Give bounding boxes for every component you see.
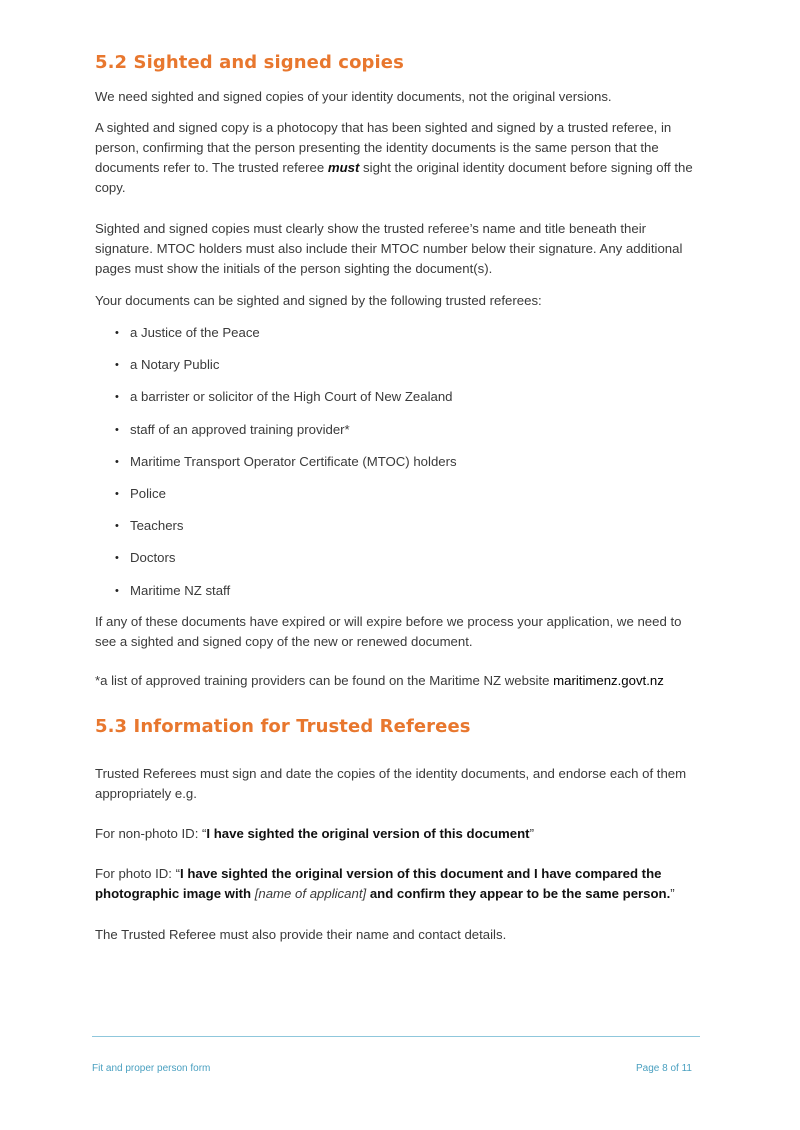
signature-requirements: Sighted and signed copies must clearly show the trusted referee’s name and title beneath their signature. MTOC holders must also include their MTOC number below their signature. Any additional pages must show the initials of the person sighting the document(s). — [95, 221, 683, 276]
referee-label: Maritime Transport Operator Certificate (MTOC) holders — [130, 453, 457, 469]
list-item — [95, 420, 705, 452]
applicant-name-placeholder: [name of applicant] — [254, 885, 367, 901]
bullet-icon: • — [115, 455, 119, 468]
referee-label: Maritime NZ staff — [130, 582, 231, 598]
maritimenz-link[interactable]: maritimenz.govt.nz — [553, 672, 664, 688]
list-item — [95, 387, 705, 419]
photo-label: For photo ID: “ — [95, 865, 181, 881]
bullet-icon: • — [115, 327, 119, 339]
bullet-icon: • — [115, 487, 119, 500]
bullet-icon: • — [115, 359, 119, 372]
list-item — [95, 484, 705, 516]
emphasis-must: must — [327, 160, 360, 175]
contact-details-note: The Trusted Referee must also provide their name and contact details. — [95, 926, 507, 942]
section-5-3-heading: 5.3 Information for Trusted Referees — [95, 715, 471, 737]
referee-instructions: Trusted Referees must sign and date the copies of the identity documents, and endorse each of them appropriately e.g. — [95, 765, 687, 801]
footer-divider — [92, 1036, 700, 1037]
bullet-icon: • — [115, 552, 119, 565]
photo-quote-b: and confirm they appear to be the same person. — [366, 885, 671, 901]
page-number: Page 8 of 11 — [636, 1063, 692, 1074]
list-item — [95, 516, 705, 548]
referee-label: a barrister or solicitor of the High Court of New Zealand — [130, 389, 453, 405]
definition-text-a: A sighted and signed copy is a photocopy that has been sighted and signed by a trusted referee, in person, confirming that the person presenting the identity documents is the same person that the documents refer to. The trusted referee — [95, 120, 672, 175]
section-5-2-heading: 5.2 Sighted and signed copies — [95, 52, 404, 73]
referee-list — [95, 323, 705, 613]
bullet-icon: • — [115, 391, 119, 404]
bullet-icon: • — [115, 584, 119, 597]
referee-label: a Justice of the Peace — [130, 325, 260, 340]
bullet-icon: • — [115, 423, 119, 436]
list-item — [95, 581, 705, 613]
list-item — [95, 355, 705, 387]
non-photo-close: ” — [529, 825, 534, 841]
photo-close: ” — [670, 885, 675, 901]
footer-title: Fit and proper person form — [92, 1063, 211, 1074]
bullet-icon: • — [115, 520, 119, 533]
referee-label: Teachers — [130, 518, 184, 534]
referee-label: Police — [130, 485, 166, 501]
referee-label: Doctors — [130, 550, 176, 566]
non-photo-label: For non-photo ID: “ — [95, 825, 207, 841]
photo-id-endorsement — [95, 864, 705, 904]
list-item — [95, 323, 705, 355]
training-provider-note — [95, 671, 705, 691]
document-page — [95, 52, 705, 945]
referee-label: a Notary Public — [130, 357, 220, 373]
list-item — [95, 452, 705, 484]
photo-quote-a: I have sighted the original version of this document and I have compared the photographic image with — [95, 865, 662, 901]
note-text: *a list of approved training providers can be found on the Maritime NZ website — [95, 672, 554, 688]
referee-label: staff of an approved training provider* — [130, 421, 350, 437]
non-photo-quote: I have sighted the original version of this document — [206, 825, 530, 841]
expired-documents-note: If any of these documents have expired or will expire before we process your application, we need to see a sighted and signed copy of the new or renewed document. — [95, 613, 682, 649]
non-photo-id-endorsement — [95, 824, 705, 844]
referees-intro: Your documents can be sighted and signed by the following trusted referees: — [95, 293, 542, 308]
definition-text-b: sight the original identity document before signing off the copy. — [95, 160, 693, 195]
list-item — [95, 548, 705, 580]
sighted-copy-definition — [95, 118, 705, 198]
sighted-copies-intro: We need sighted and signed copies of your identity documents, not the original versions. — [95, 89, 612, 104]
